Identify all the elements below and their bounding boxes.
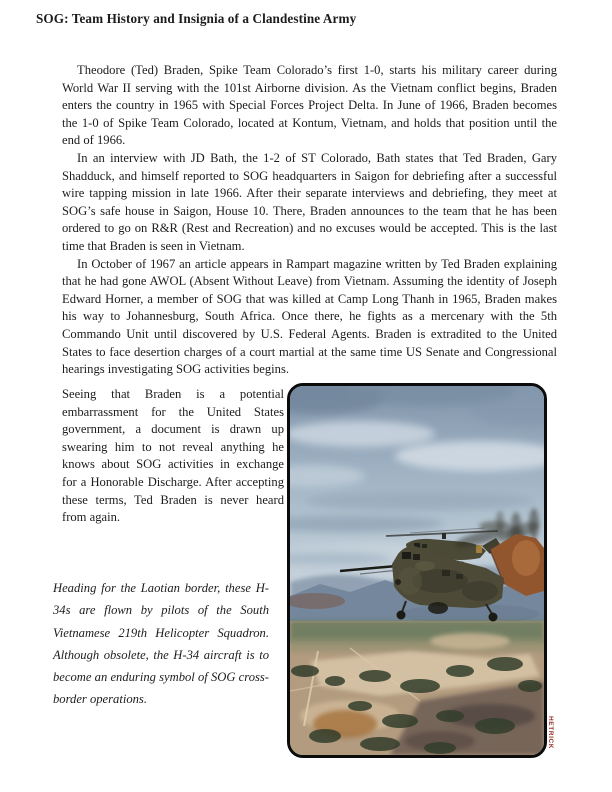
helicopter-photo <box>287 383 547 758</box>
helicopter-photo-illustration <box>290 386 544 755</box>
paragraph-awol: In October of 1967 an article appears in Rampart magazine written by Ted Braden explaining that he had gone AWOL (Absent Without Leave) from Vietnam. Assuming the identity of Joseph Edward Horner, a member of SOG that was killed at Camp Long Thanh in 1965, Braden makes his way to Johannesburg, South Africa. Once there, he fights as a mercenary with the 5th Commando Unit until discovered by U.S. Federal Agents. Braden is extradited to the United States to face desertion charges of a court martial at the same time US Senate and Congressional hearings investigating SOG activities begins. <box>62 256 557 377</box>
photo-credit: HETRICK <box>547 716 554 750</box>
valley-terrain <box>290 621 544 755</box>
body-text <box>62 62 557 379</box>
page-title: SOG: Team History and Insignia of a Clandestine Army <box>36 11 357 26</box>
paragraph-bath-interview: In an interview with JD Bath, the 1-2 of ST Colorado, Bath states that Ted Braden, Gary Shadduck, and himself reported to SOG headquarters in Saigon for debriefing after a successful wire tapping mission in late 1966. After their separate interviews and debriefing, they meet at SOG’s safe house in Saigon, House 10. There, Braden announces to the team that he has been ordered to go on R&R (Rest and Recreation) and no excuses would be accepted. This is the last time that Braden is seen in Vietnam. <box>62 150 557 253</box>
photo-caption: Heading for the Laotian border, these H-34s are flown by pilots of the South Vietnamese 219th Helicopter Squadron. Although obsolete, the H-34 aircraft is to become an enduring symbol of SOG cross-border operations. <box>53 581 269 707</box>
paragraph-braden-intro: Theodore (Ted) Braden, Spike Team Colorado’s first 1-0, starts his military career during World War II serving with the 101st Airborne division. As the Vietnam conflict begins, Braden enters the country in 1965 with Special Forces Project Delta. In June of 1966, Braden becomes the 1-0 of Spike Team Colorado, located at Kontum, Vietnam, and holds that position until the end of 1966. <box>62 63 557 148</box>
paragraph-discharge: Seeing that Braden is a potential embarrassment for the United States government, a document is drawn up swearing him to not reveal anything he knows about SOG activities in exchange for a Honorable Discharge. After accepting these terms, Ted Braden is never heard from again. <box>62 387 284 525</box>
